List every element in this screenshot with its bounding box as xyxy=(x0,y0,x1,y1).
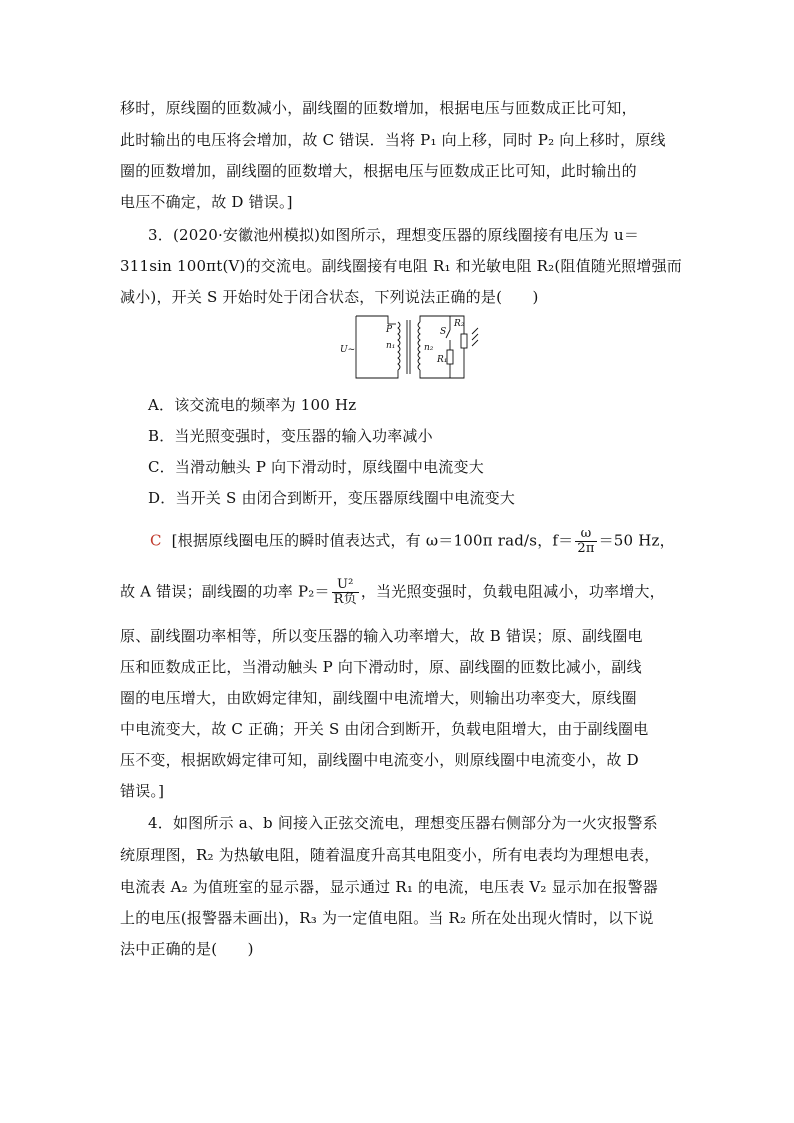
text-line: 移时，原线圈的匝数减小，副线圈的匝数增加，根据电压与匝数成正比可知， xyxy=(120,99,637,117)
question-4-line: 电流表 A₂ 为值班室的显示器，显示通过 R₁ 的电流，电压表 V₂ 显示加在报警器 xyxy=(120,878,659,896)
fraction-power: $\frac{\text{U²}}{\text{R负}}$ xyxy=(333,577,357,607)
r2-label: R₂ xyxy=(454,319,465,329)
n1-label: n₁ xyxy=(386,341,396,351)
solution-line: 原、副线圈功率相等，所以变压器的输入功率增大，故 B 错误；原、副线圈电 xyxy=(120,627,643,645)
text-line: 电压不确定，故 D 错误。] xyxy=(120,193,293,211)
transformer-circuit-figure xyxy=(336,312,486,382)
question-4-line: 统原理图，R₂ 为热敏电阻，随着温度升高其电阻变小，所有电表均为理想电表， xyxy=(120,846,660,864)
n2-label: n₂ xyxy=(424,343,434,353)
question-3-line: 311sin 100πt(V)的交流电。副线圈接有电阻 R₁ 和光敏电阻 R₂(阻值随光照增强而 xyxy=(120,257,682,275)
text-line: 圈的匝数增加，副线圈的匝数增大，根据电压与匝数成正比可知，此时输出的 xyxy=(120,162,637,180)
option-b: B．当光照变强时，变压器的输入功率减小 xyxy=(148,427,433,445)
u-label: U~ xyxy=(340,345,356,355)
question-4-line: 上的电压(报警器未画出)，R₃ 为一定值电阻。当 R₂ 所在处出现火情时，以下说 xyxy=(120,909,654,927)
question-4-line: 法中正确的是( ) xyxy=(120,940,254,958)
solution-line: 压和匝数成正比，当滑动触头 P 向下滑动时，原、副线圈的匝数比减小，副线 xyxy=(120,658,642,676)
text-line: 此时输出的电压将会增加，故 C 错误．当将 P₁ 向上移，同时 P₂ 向上移时，原线 xyxy=(120,131,666,149)
s-label: S xyxy=(440,327,447,337)
answer-letter: C xyxy=(150,531,162,550)
question-4-line: 4．如图所示 a、b 间接入正弦交流电，理想变压器右侧部分为一火灾报警系 xyxy=(148,814,658,832)
option-c: C．当滑动触头 P 向下滑动时，原线圈中电流变大 xyxy=(148,458,484,476)
option-d: D．当开关 S 由闭合到断开，变压器原线圈中电流变大 xyxy=(148,489,516,507)
question-3-line: 3．(2020·安徽池州模拟)如图所示，理想变压器的原线圈接有电压为 u＝ xyxy=(148,226,640,244)
solution-line: 故 A 错误；副线圈的功率 P₂＝ $\frac{\text{U²}}{\text{R负}}$ ，当光照变强时，负载电阻减小，功率增大， xyxy=(120,577,665,607)
solution-line: 圈的电压增大，由欧姆定律知，副线圈中电流增大，则输出功率变大，原线圈 xyxy=(120,689,637,707)
r1-label: R₁ xyxy=(437,355,448,365)
solution-line: 压不变，根据欧姆定律可知，副线圈中电流变小，则原线圈中电流变小，故 D xyxy=(120,751,639,769)
solution-line: 中电流变大，故 C 正确；开关 S 由闭合到断开，负载电阻增大，由于副线圈电 xyxy=(120,720,649,738)
p-label: P xyxy=(386,325,393,335)
fraction-omega: $\frac{\omega}{2\pi}$ xyxy=(577,526,595,556)
question-3-line: 减小)，开关 S 开始时处于闭合状态，下列说法正确的是( ) xyxy=(120,288,539,306)
solution-line: C [根据原线圈电压的瞬时值表达式，有 ω＝100π rad/s，f＝ $\frac{\omega}{2\pi}$ ＝50 Hz， xyxy=(150,526,675,556)
solution-line: 错误。] xyxy=(120,782,165,800)
option-a: A．该交流电的频率为 100 Hz xyxy=(148,396,357,414)
